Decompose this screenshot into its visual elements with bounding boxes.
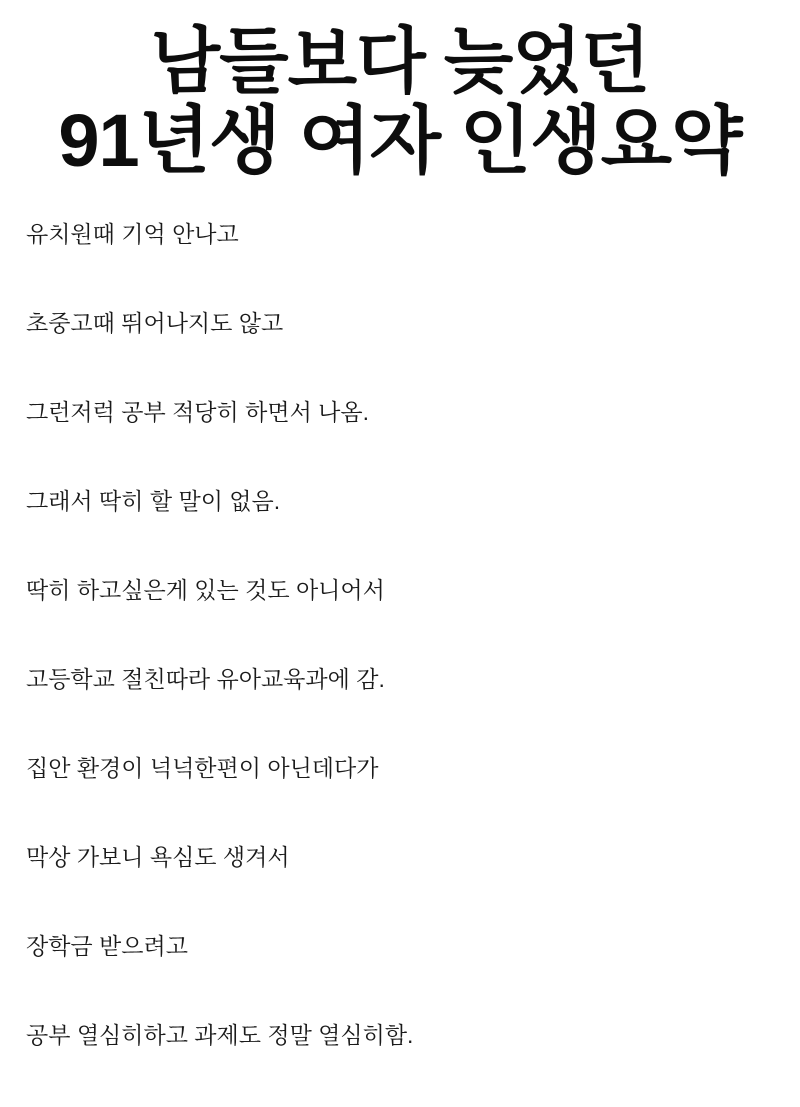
paragraph: 장학금 받으려고 [26,933,188,960]
paragraph: 딱히 하고싶은게 있는 것도 아니어서 [26,577,385,604]
paragraph: 공부 열심히하고 과제도 정말 열심히함. [26,1022,414,1049]
paragraph: 막상 가보니 욕심도 생겨서 [26,844,290,871]
title-line-1: 남들보다 늦었던 [150,22,650,102]
paragraph: 그런저럭 공부 적당히 하면서 나옴. [26,399,370,425]
paragraph: 집안 환경이 넉넉한편이 아닌데다가 [26,755,379,782]
paragraph: 그래서 딱히 할 말이 없음. [26,488,281,515]
body-text [0,185,800,1051]
title-line-2: 91년생 여자 인생요약 [58,99,742,183]
paragraph: 초중고때 뛰어나지도 않고 [26,309,284,336]
paragraph: 유치원때 기억 안나고 [26,220,239,247]
paragraph: 고등학교 절친따라 유아교육과에 감. [26,666,385,693]
page-title [0,0,800,185]
